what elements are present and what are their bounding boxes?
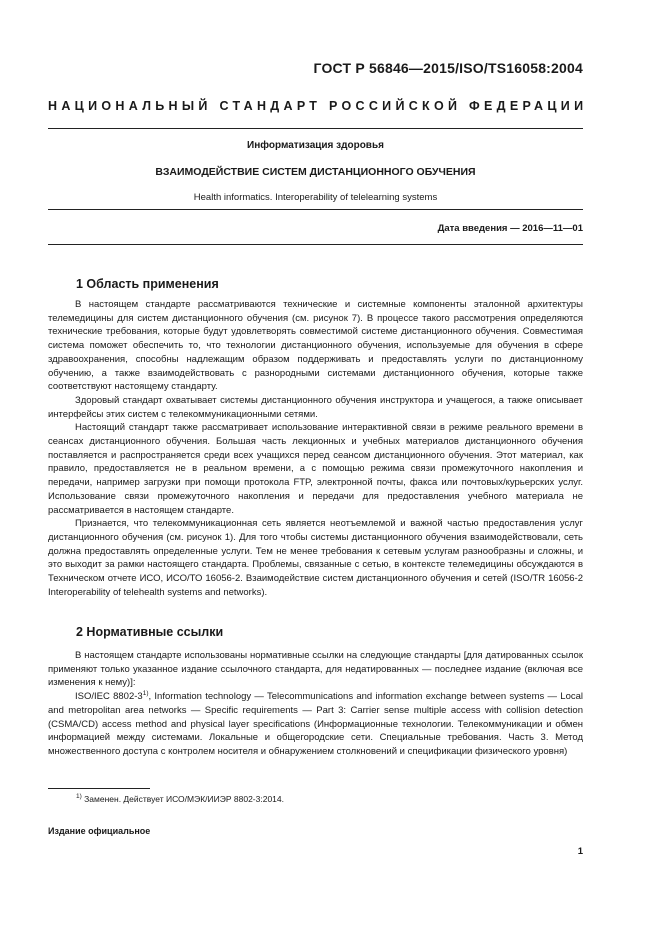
footnote-marker: 1) — [76, 793, 82, 801]
divider-line — [48, 244, 583, 245]
national-standard-banner: НАЦИОНАЛЬНЫЙ СТАНДАРТ РОССИЙСКОЙ ФЕДЕРАЦИИ — [48, 99, 588, 113]
ru-subtitle: Информатизация здоровья — [247, 140, 384, 151]
introduction-date: Дата введения — 2016—11—01 — [437, 223, 583, 234]
en-title: Health informatics. Interoperability of telelearning systems — [193, 192, 438, 203]
footnote-marker: 1) — [142, 689, 149, 697]
paragraph: Признается, что телекоммуникационная сеть является неотъемлемой и важной частью предоставления услуг дистанционного обучения (см. рисунок 1). Для того чтобы системы дистанционного обучения взаимодействовали, сеть должна предоставлять определенные услуги. Тем не менее требования к сетевым услугам разнообразны и сложны, и это выходит за рамки настоящего стандарта. Проблемы, связанные с сетью, в контексте телемедицины обсуждаются в Техническом отчете ИСО, ИСО/ТО 16056-2. Взаимодействие систем дистанционного обучения и сетей (ISO/TR 16056-2 Interoperability of telehealth systems and networks). — [48, 518, 583, 598]
official-edition-label: Издание официальное — [48, 826, 151, 836]
paragraph: Настоящий стандарт также рассматривает использование интерактивной связи в режиме реального времени в сеансах дистанционного обучения. Большая часть лекционных и учебных материалов дистанционного обучения поставляется и распространяется среди всех учащихся перед сеансом дистанционного обучения. Этот материал, как правило, предоставляется не в реальном времени, а с помощью режима связи промежуточного накопления и передачи, например загрузки при помощи протокола FTP, электронной почты, факса или почтовых/курьерских услуг. Использование связи промежуточного накопления и передачи для предоставления учебного материала не рассматривается в настоящем стандарте. — [48, 422, 583, 516]
divider-line — [48, 128, 583, 129]
paragraph: В настоящем стандарте использованы нормативные ссылки на следующие стандарты [для датированных ссылок применяют только указанное издание ссылочного стандарта, для недатированных — последнее издание (включая все изменения к нему)]: — [48, 650, 583, 689]
reference-text: , Information technology — Telecommunications and information exchange between systems — Local and metropolitan area networks — Specific requirements — Part 3: Carrier sense multiple access with collision detection (CSMA/CD) access method and physical layer specifications (Информационные технологии. Телекоммуникации и обмен информацией между системами. Локальные и общегородские сети. Специальные требования. Часть 3. Метод множественного доступа с контролем носителя и обнаружением столкновений и спецификации физического уровня) — [48, 691, 583, 757]
section-2-heading: 2 Нормативные ссылки — [76, 625, 224, 639]
footnote-text: Заменен. Действует ИСО/МЭК/ИИЭР 8802-3:2014. — [84, 794, 284, 804]
section-1-body — [48, 298, 583, 599]
section-1-heading: 1 Область применения — [76, 277, 219, 291]
footnote — [76, 794, 284, 804]
normative-reference — [48, 690, 583, 759]
document-identifier: ГОСТ Р 56846—2015/ISO/TS16058:2004 — [313, 60, 583, 76]
page-number: 1 — [577, 846, 583, 857]
footnote-divider — [48, 788, 150, 789]
divider-line — [48, 209, 583, 210]
paragraph: В настоящем стандарте рассматриваются технические и системные компоненты эталонной архитектуры телемедицины для систем дистанционного обучения (см. рисунок 7). В процессе такого рассмотрения определяются технические требования, которые будут удовлетворять совместимой системе дистанционного обучения. Совместимая система поможет обеспечить то, что технологии дистанционного обучения, используемые для обучения в сфере здравоохранения, способны надлежащим образом поддерживать и предоставлять услуги по дистанционному обучению, а также взаимодействовать с разнородными системами дистанционного обучения, которые также соответствуют настоящему стандарту. — [48, 299, 583, 393]
ru-title: ВЗАИМОДЕЙСТВИЕ СИСТЕМ ДИСТАНЦИОННОГО ОБУЧЕНИЯ — [155, 166, 476, 178]
reference-code: ISO/IEC 8802-3 — [75, 691, 143, 703]
paragraph: Здоровый стандарт охватывает системы дистанционного обучения инструктора и учащегося, а также описывает интерфейсы этих систем с телекоммуникационными сетями. — [48, 394, 583, 420]
section-2-body — [48, 649, 583, 759]
